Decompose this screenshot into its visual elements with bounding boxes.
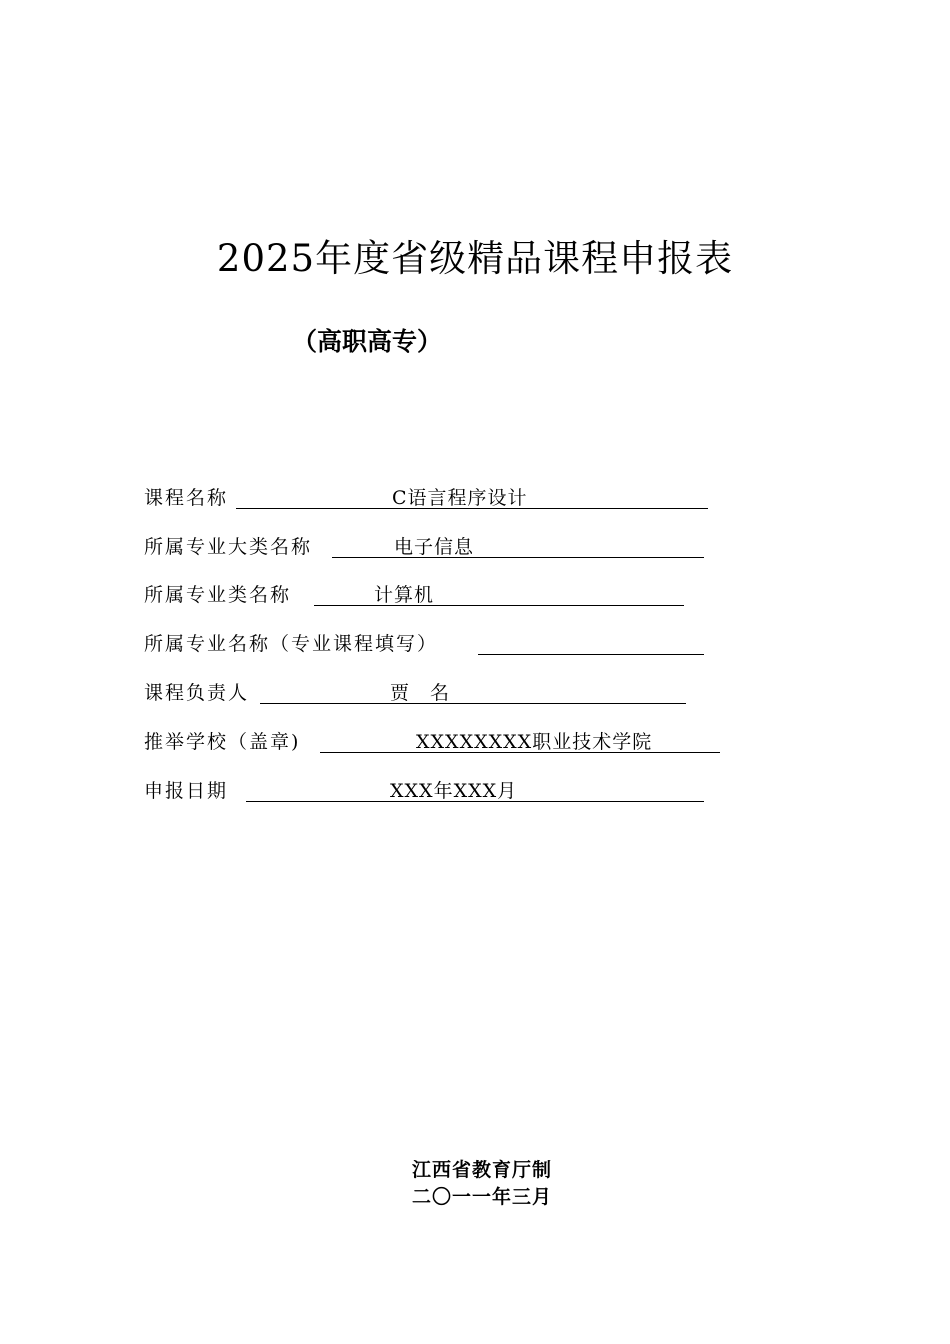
course-name-value[interactable]: C语言程序设计: [392, 487, 528, 509]
form-title: 2025年度省级精品课程申报表: [216, 237, 734, 280]
form-subtitle: （高职高专）: [292, 327, 443, 356]
major-name-underline: [478, 654, 704, 655]
issue-date-text: 二〇一一年三月: [412, 1186, 553, 1208]
major-name-label: 所属专业名称（专业课程填写）: [144, 633, 439, 655]
major-category-value[interactable]: 电子信息: [394, 536, 475, 558]
date-label: 申报日期: [144, 780, 229, 802]
course-leader-label: 课程负责人: [144, 682, 250, 704]
major-class-label: 所属专业类名称: [144, 584, 292, 606]
major-category-underline: [332, 557, 704, 558]
course-leader-underline: [260, 703, 686, 704]
date-value[interactable]: XXX年XXX月: [390, 780, 518, 802]
school-value[interactable]: XXXXXXXX职业技术学院: [416, 731, 653, 753]
major-class-value[interactable]: 计算机: [374, 584, 435, 606]
issuer-text: 江西省教育厅制: [412, 1159, 553, 1181]
major-class-underline: [314, 605, 684, 606]
school-label: 推举学校（盖章): [144, 731, 301, 753]
course-name-label: 课程名称: [144, 487, 229, 509]
course-leader-value[interactable]: 贾 名: [390, 682, 451, 704]
major-category-label: 所属专业大类名称: [144, 536, 313, 558]
